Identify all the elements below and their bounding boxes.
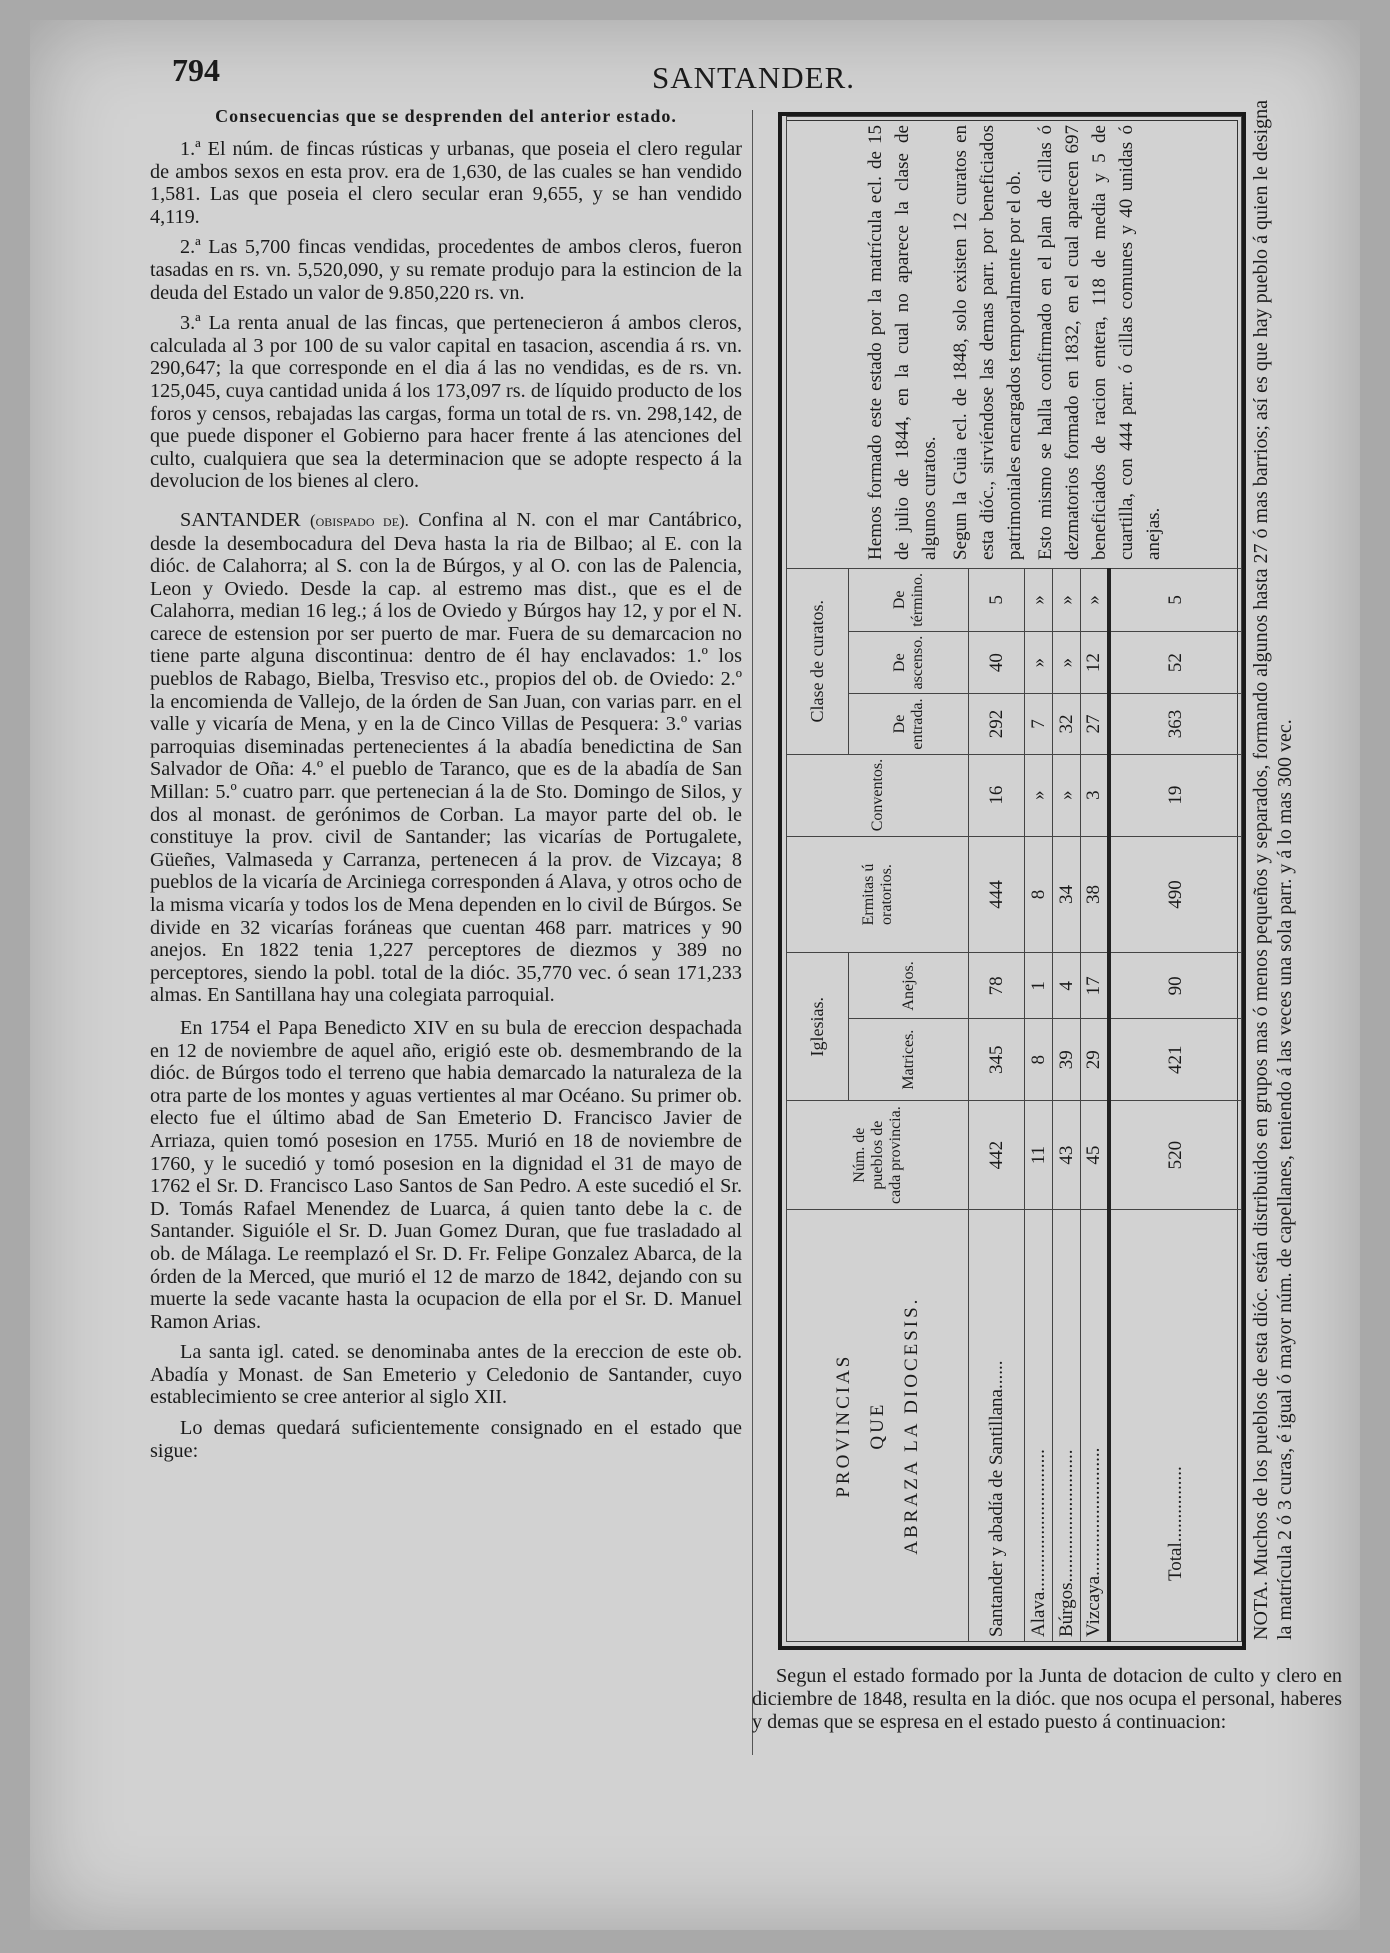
table-note-3: Esto mismo se halla confirmado en el plan de cillas ó dezmatorios formado en 1832, en el cual aparecen 697 beneficiados de racion entera, 118 de media y 5 de cuartilla, con 444 parr. ó cillas comunes y 40 unidas ó anejas. <box>1034 125 1164 560</box>
page-number: 794 <box>172 52 220 88</box>
row-entrada: 292 <box>969 694 1025 754</box>
provincias-header <box>787 1210 969 1642</box>
consequence-paragraph-1: 1.ª El núm. de fincas rústicas y urbanas, que poseia el clero regular de ambos sexos en esta prov. era de 1,630, de las cuales se han vendido 1,581. Las que poseia el clero secular eran 9,655, y se han vendido 4,119. <box>150 138 742 228</box>
row-pueblos: 11 <box>1025 1101 1053 1210</box>
row-entrada: 32 <box>1053 694 1081 754</box>
row-province-name: Vizcaya........................... <box>1081 1210 1110 1642</box>
iglesias-group-header: Iglesias. <box>787 953 849 1101</box>
matrices-column-header: Matrices. <box>849 1019 969 1101</box>
row-termino: » <box>1053 568 1081 631</box>
row-matrices: 345 <box>969 1019 1025 1101</box>
anejos-column-header: Anejos. <box>849 953 969 1019</box>
ascenso-column-header: De ascenso. <box>849 631 969 694</box>
row-termino: » <box>1025 568 1053 631</box>
row-matrices: 39 <box>1053 1019 1081 1101</box>
row-ascenso: » <box>1025 631 1053 694</box>
provincias-header-line-1: PROVINCIAS <box>832 1353 854 1498</box>
entrada-column-header: De entrada. <box>849 694 969 754</box>
provincias-header-line-2: QUE <box>866 1401 888 1450</box>
total-anejos: 90 <box>1109 953 1242 1019</box>
row-matrices: 8 <box>1025 1019 1053 1101</box>
row-ascenso: 12 <box>1081 631 1110 694</box>
conventos-column-header: Conventos. <box>787 754 969 836</box>
obispado-paragraph <box>150 509 742 1007</box>
pueblos-column-header: Núm. de pueblos de cada provincia. <box>787 1101 969 1210</box>
total-entrada: 363 <box>1109 694 1242 754</box>
row-ermitas: 444 <box>969 836 1025 953</box>
row-pueblos: 45 <box>1081 1101 1110 1210</box>
row-pueblos: 442 <box>969 1101 1025 1210</box>
row-conventos: » <box>1053 754 1081 836</box>
row-matrices: 29 <box>1081 1019 1110 1101</box>
row-anejos: 4 <box>1053 953 1081 1019</box>
row-ermitas: 38 <box>1081 836 1110 953</box>
row-conventos: 3 <box>1081 754 1110 836</box>
history-paragraph: En 1754 el Papa Benedicto XIV en su bula de ereccion despachada en 12 de noviembre de aquel año, erigió este ob. desmembrando de la dióc. de Búrgos todo el terreno que habia demarcado la naturaleza de la otra parte de los montes y aguas vertientes al mar Océano. Su primer ob. electo fue el último abad de San Emeterio D. Francisco Javier de Arriaza, quien tomó posesion en 1755. Murió en 18 de noviembre de 1760, y le sucedió y tomó posesion en la dignidad el 31 de mayo de 1762 el Sr. D. Francisco Laso Santos de San Pedro. A este sucedió el Sr. D. Tomás Rafael Menendez de Luarca, á quien tanto debe la c. de Santander. Siguióle el Sr. D. Juan Gomez Duran, que fue trasladado al ob. de Málaga. Le reemplazó el Sr. D. Fr. Felipe Gonzalez Abarca, de la órden de la Merced, que murió el 12 de marzo de 1842, dejando con su muerte la sede vacante hasta la ocupacion de ella por el Sr. D. Manuel Ramon Arias. <box>150 1016 742 1333</box>
row-anejos: 78 <box>969 953 1025 1019</box>
total-label: Total................ <box>1109 1210 1242 1642</box>
row-conventos: 16 <box>969 754 1025 836</box>
below-table-text: Segun el estado formado por la Junta de dotacion de culto y clero en diciembre de 1848, resulta en la dióc. que nos ocupa el personal, haberes y demas que se espresa en el estado puesto á continuacion: <box>752 1665 1342 1733</box>
table-note-1: Hemos formado este estado por la matrícula ecl. de 15 de julio de 1844, en la cual no aparece la clase de algunos curatos. <box>864 125 940 560</box>
row-province-name: Búrgos............................ <box>1053 1210 1081 1642</box>
row-termino: 5 <box>969 568 1025 631</box>
section-heading: Consecuencias que se desprenden del anterior estado. <box>215 106 677 126</box>
obispado-text: Confina al N. con el mar Cantábrico, desde la desembocadura del Deva hasta la ria de Bilbao; al E. con la dióc. de Calahorra; al S. con la de Búrgos, y al O. con las de Palencia, Leon y Oviedo. Desde la cap. al estremo mas dist., que es el de Calahorra, median 16 leg.; á los de Oviedo y Búrgos hay 12, y por el N. carece de estension por ser puerto de mar. Fuera de su demarcacion no tiene parte alguna discontinua: dentro de él hay enclavados: 1.º los pueblos de Rabago, Bielba, Tresviso etc., propios del ob. de Oviedo: 2.º la encomienda de Vallejo, de la órden de San Juan, con varias parr. en el valle y vicaría de Mena, y en la de Cinco Villas de Pesquera: 3.º varias parroquias diseminadas pertenecientes á la abadía benedictina de San Salvador de Oña: 4.º el pueblo de Taranco, que es de la abadía de San Millan: 5.º cuatro parr. que pertenecian á la de Sto. Domingo de Silos, y dos al monast. de gerónimos de Corban. La mayor parte del ob. le constituye la prov. civil de Santander; las vicarías de Portugalete, Güeñes, Valmaseda y Carranza, pertenecen á la prov. de Vizcaya; 8 pueblos de la vicaría de Arciniega corresponden á Alava, y otros ocho de la misma vicaría y todos los de Mena dependen en lo civil de Búrgos. Se divide en 32 vicarías foráneas que cuentan 468 parr. matrices y 90 anejos. En 1822 tenia 1,227 perceptores de diezmos y 389 no perceptores, siendo la pobl. total de la dióc. 35,770 vec. ó sean 171,233 almas. En Santillana hay una colegiata parroquial. <box>150 508 743 1007</box>
table-notes <box>787 117 1242 569</box>
ermitas-column-header: Ermitas ú oratorios. <box>787 836 969 953</box>
row-province-name: Santander y abadía de Santillana...... <box>969 1210 1025 1642</box>
row-province-name: Alava.............................. <box>1025 1210 1053 1642</box>
total-termino: 5 <box>1109 568 1242 631</box>
consequence-paragraph-2: 2.ª Las 5,700 fincas vendidas, procedentes de ambos cleros, fueron tasadas en rs. vn. 5,520,090, y su remate produjo para la estincion de la deuda del Estado un valor de 9.850,220 rs. vn. <box>150 236 742 304</box>
row-ascenso: 40 <box>969 631 1025 694</box>
diocese-table-frame <box>778 112 1246 1650</box>
row-anejos: 17 <box>1081 953 1110 1019</box>
row-ascenso: » <box>1053 631 1081 694</box>
obispado-lead: SANTANDER <box>180 508 301 531</box>
total-conventos: 19 <box>1109 754 1242 836</box>
rotated-table-wrapper <box>786 116 1242 1642</box>
left-column <box>150 104 742 1470</box>
row-entrada: 27 <box>1081 694 1110 754</box>
row-pueblos: 43 <box>1053 1101 1081 1210</box>
row-termino: » <box>1081 568 1110 631</box>
closing-paragraph: Lo demas quedará suficientemente consignado en el estado que sigue: <box>150 1417 742 1462</box>
table-note-2: Segun la Guia ecl. de 1848, solo existen 12 curatos en esta dióc., sirviéndose las demas parr. por beneficiados patrimoniales encargados temporalmente por el ob. <box>949 125 1025 560</box>
total-matrices: 421 <box>1109 1019 1242 1101</box>
row-ermitas: 8 <box>1025 836 1053 953</box>
provincias-header-line-3: ABRAZA LA DIOCESIS. <box>900 1296 922 1555</box>
clase-curatos-group-header: Clase de curatos. <box>787 568 849 754</box>
row-conventos: » <box>1025 754 1053 836</box>
total-ermitas: 490 <box>1109 836 1242 953</box>
row-anejos: 1 <box>1025 953 1053 1019</box>
page-header <box>172 42 1322 95</box>
total-ascenso: 52 <box>1109 631 1242 694</box>
running-title: SANTANDER. <box>652 60 855 95</box>
total-pueblos: 520 <box>1109 1101 1242 1210</box>
row-ermitas: 34 <box>1053 836 1081 953</box>
column-divider <box>752 110 753 1755</box>
consequence-paragraph-3: 3.ª La renta anual de las fincas, que pertenecieron á ambos cleros, calculada al 3 por 100 de su valor capital en tasacion, ascendia á rs. vn. 290,647; la que corresponde en el dia á las no vendidas, es de rs. vn. 125,045, cuya cantidad unida á los 173,097 rs. de líquido producto de los foros y censos, rebajadas las cargas, forma un total de rs. vn. 298,142, de que puede disponer el Gobierno para hacer frente á las atenciones del culto, cualquiera que sea la determinacion que se adopte respecto á la devolucion de los bienes al clero. <box>150 312 742 493</box>
termino-column-header: De término. <box>849 568 969 631</box>
row-entrada: 7 <box>1025 694 1053 754</box>
diocese-table <box>786 116 1242 1642</box>
below-table-paragraph <box>752 1665 1342 1734</box>
table-footnote: NOTA. Muchos de los pueblos de esta dióc. están distribuidos en grupos mas ó menos pequeños y separados, formando algunos hasta 27 ó mas barrios; así es que hay pueblo á quien le designa la matrícula 2 ó 3 curas, é igual ó mayor núm. de capellanes, teniendo á las veces una sola parr. y á lo mas 300 vec. <box>1250 100 1296 1640</box>
cathedral-paragraph: La santa igl. cated. se denominaba antes de la ereccion de este ob. Abadía y Monast. de San Emeterio y Celedonio de Santander, cuyo establecimiento se cree anterior al siglo XII. <box>150 1341 742 1409</box>
obispado-label: (obispado de). <box>309 510 409 530</box>
